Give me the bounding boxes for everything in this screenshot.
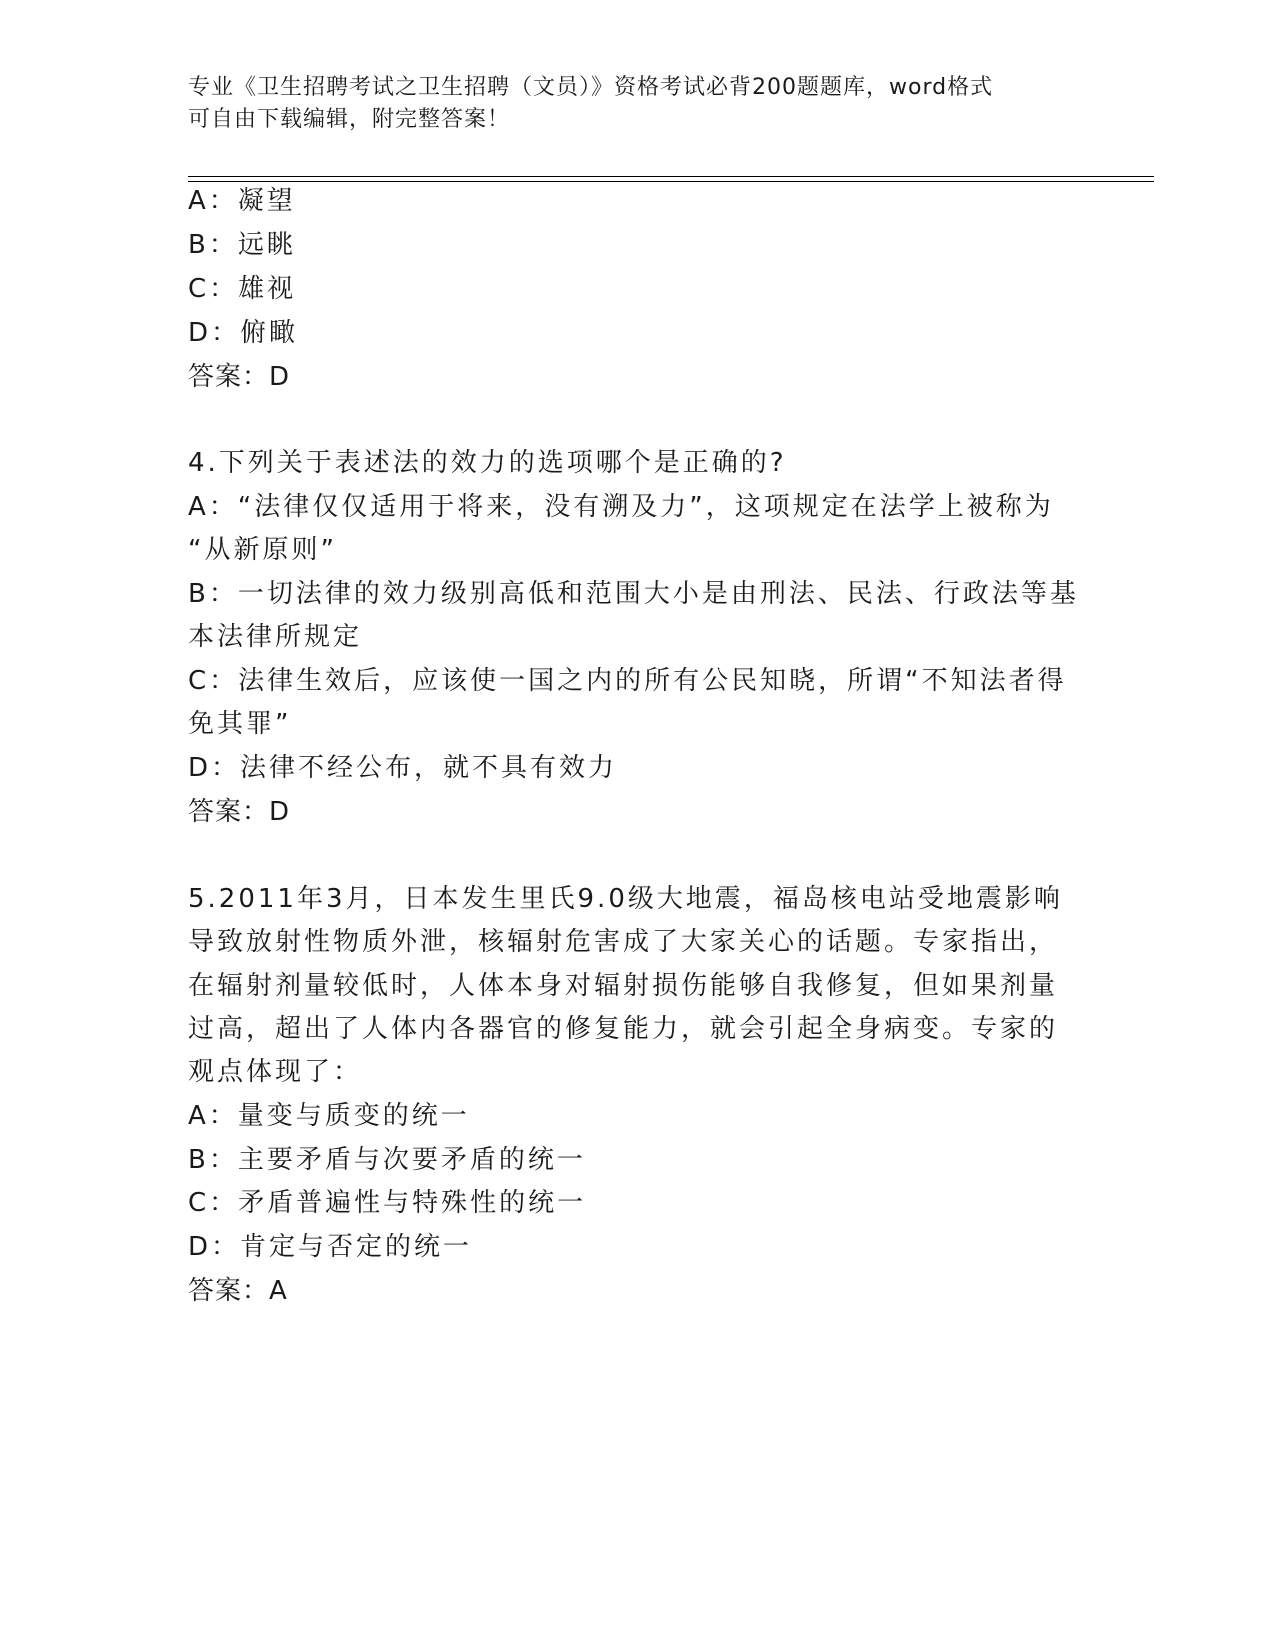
q5-question-line-5: 观点体现了：: [188, 1057, 363, 1087]
q5-question-line-2: 导致放射性物质外泄，核辐射危害成了大家关心的话题。专家指出，: [188, 927, 1059, 957]
q5-option-c: C：矛盾普遍性与特殊性的统一: [188, 1188, 587, 1218]
q5-question-line-3: 在辐射剂量较低时，人体本身对辐射损伤能够自我修复，但如果剂量: [188, 971, 1059, 1001]
header-divider-top: [188, 176, 1154, 177]
q4-option-c-line-2: 免其罪”: [188, 709, 292, 739]
header-line-2: 可自由下载编辑，附完整答案！: [188, 107, 511, 132]
q3-option-a: A：凝望: [188, 186, 296, 216]
q5-answer: 答案：A: [188, 1276, 288, 1306]
q4-option-a-line-2: “从新原则”: [188, 535, 337, 565]
q5-option-a: A：量变与质变的统一: [188, 1101, 470, 1131]
q4-option-b-line-2: 本法律所规定: [188, 622, 363, 652]
q3-option-d: D：俯瞰: [188, 318, 299, 348]
q4-option-c-line-1: C：法律生效后，应该使一国之内的所有公民知晓，所谓“不知法者得: [188, 666, 1067, 696]
q4-option-a-line-1: A：“法律仅仅适用于将来，没有溯及力”，这项规定在法学上被称为: [188, 492, 1054, 522]
q3-option-b: B：远眺: [188, 230, 296, 260]
document-header: [188, 72, 1068, 136]
q4-answer: 答案：D: [188, 797, 291, 827]
q5-question-line-1: 5.2011年3月，日本发生里氏9.0级大地震，福岛核电站受地震影响: [188, 884, 1063, 914]
q5-question-line-4: 过高，超出了人体内各器官的修复能力，就会引起全身病变。专家的: [188, 1014, 1059, 1044]
header-divider-bottom: [188, 181, 1154, 182]
header-line-1: 专业《卫生招聘考试之卫生招聘（文员）》资格考试必背200题题库，word格式: [188, 75, 994, 100]
q3-option-c: C：雄视: [188, 274, 297, 304]
q4-option-d: D：法律不经公布，就不具有效力: [188, 753, 618, 783]
q5-option-b: B：主要矛盾与次要矛盾的统一: [188, 1145, 586, 1175]
q4-question: 4.下列关于表述法的效力的选项哪个是正确的?: [188, 448, 787, 478]
q5-option-d: D：肯定与否定的统一: [188, 1232, 473, 1262]
q3-answer: 答案：D: [188, 362, 291, 392]
q4-option-b-line-1: B：一切法律的效力级别高低和范围大小是由刑法、民法、行政法等基: [188, 579, 1079, 609]
